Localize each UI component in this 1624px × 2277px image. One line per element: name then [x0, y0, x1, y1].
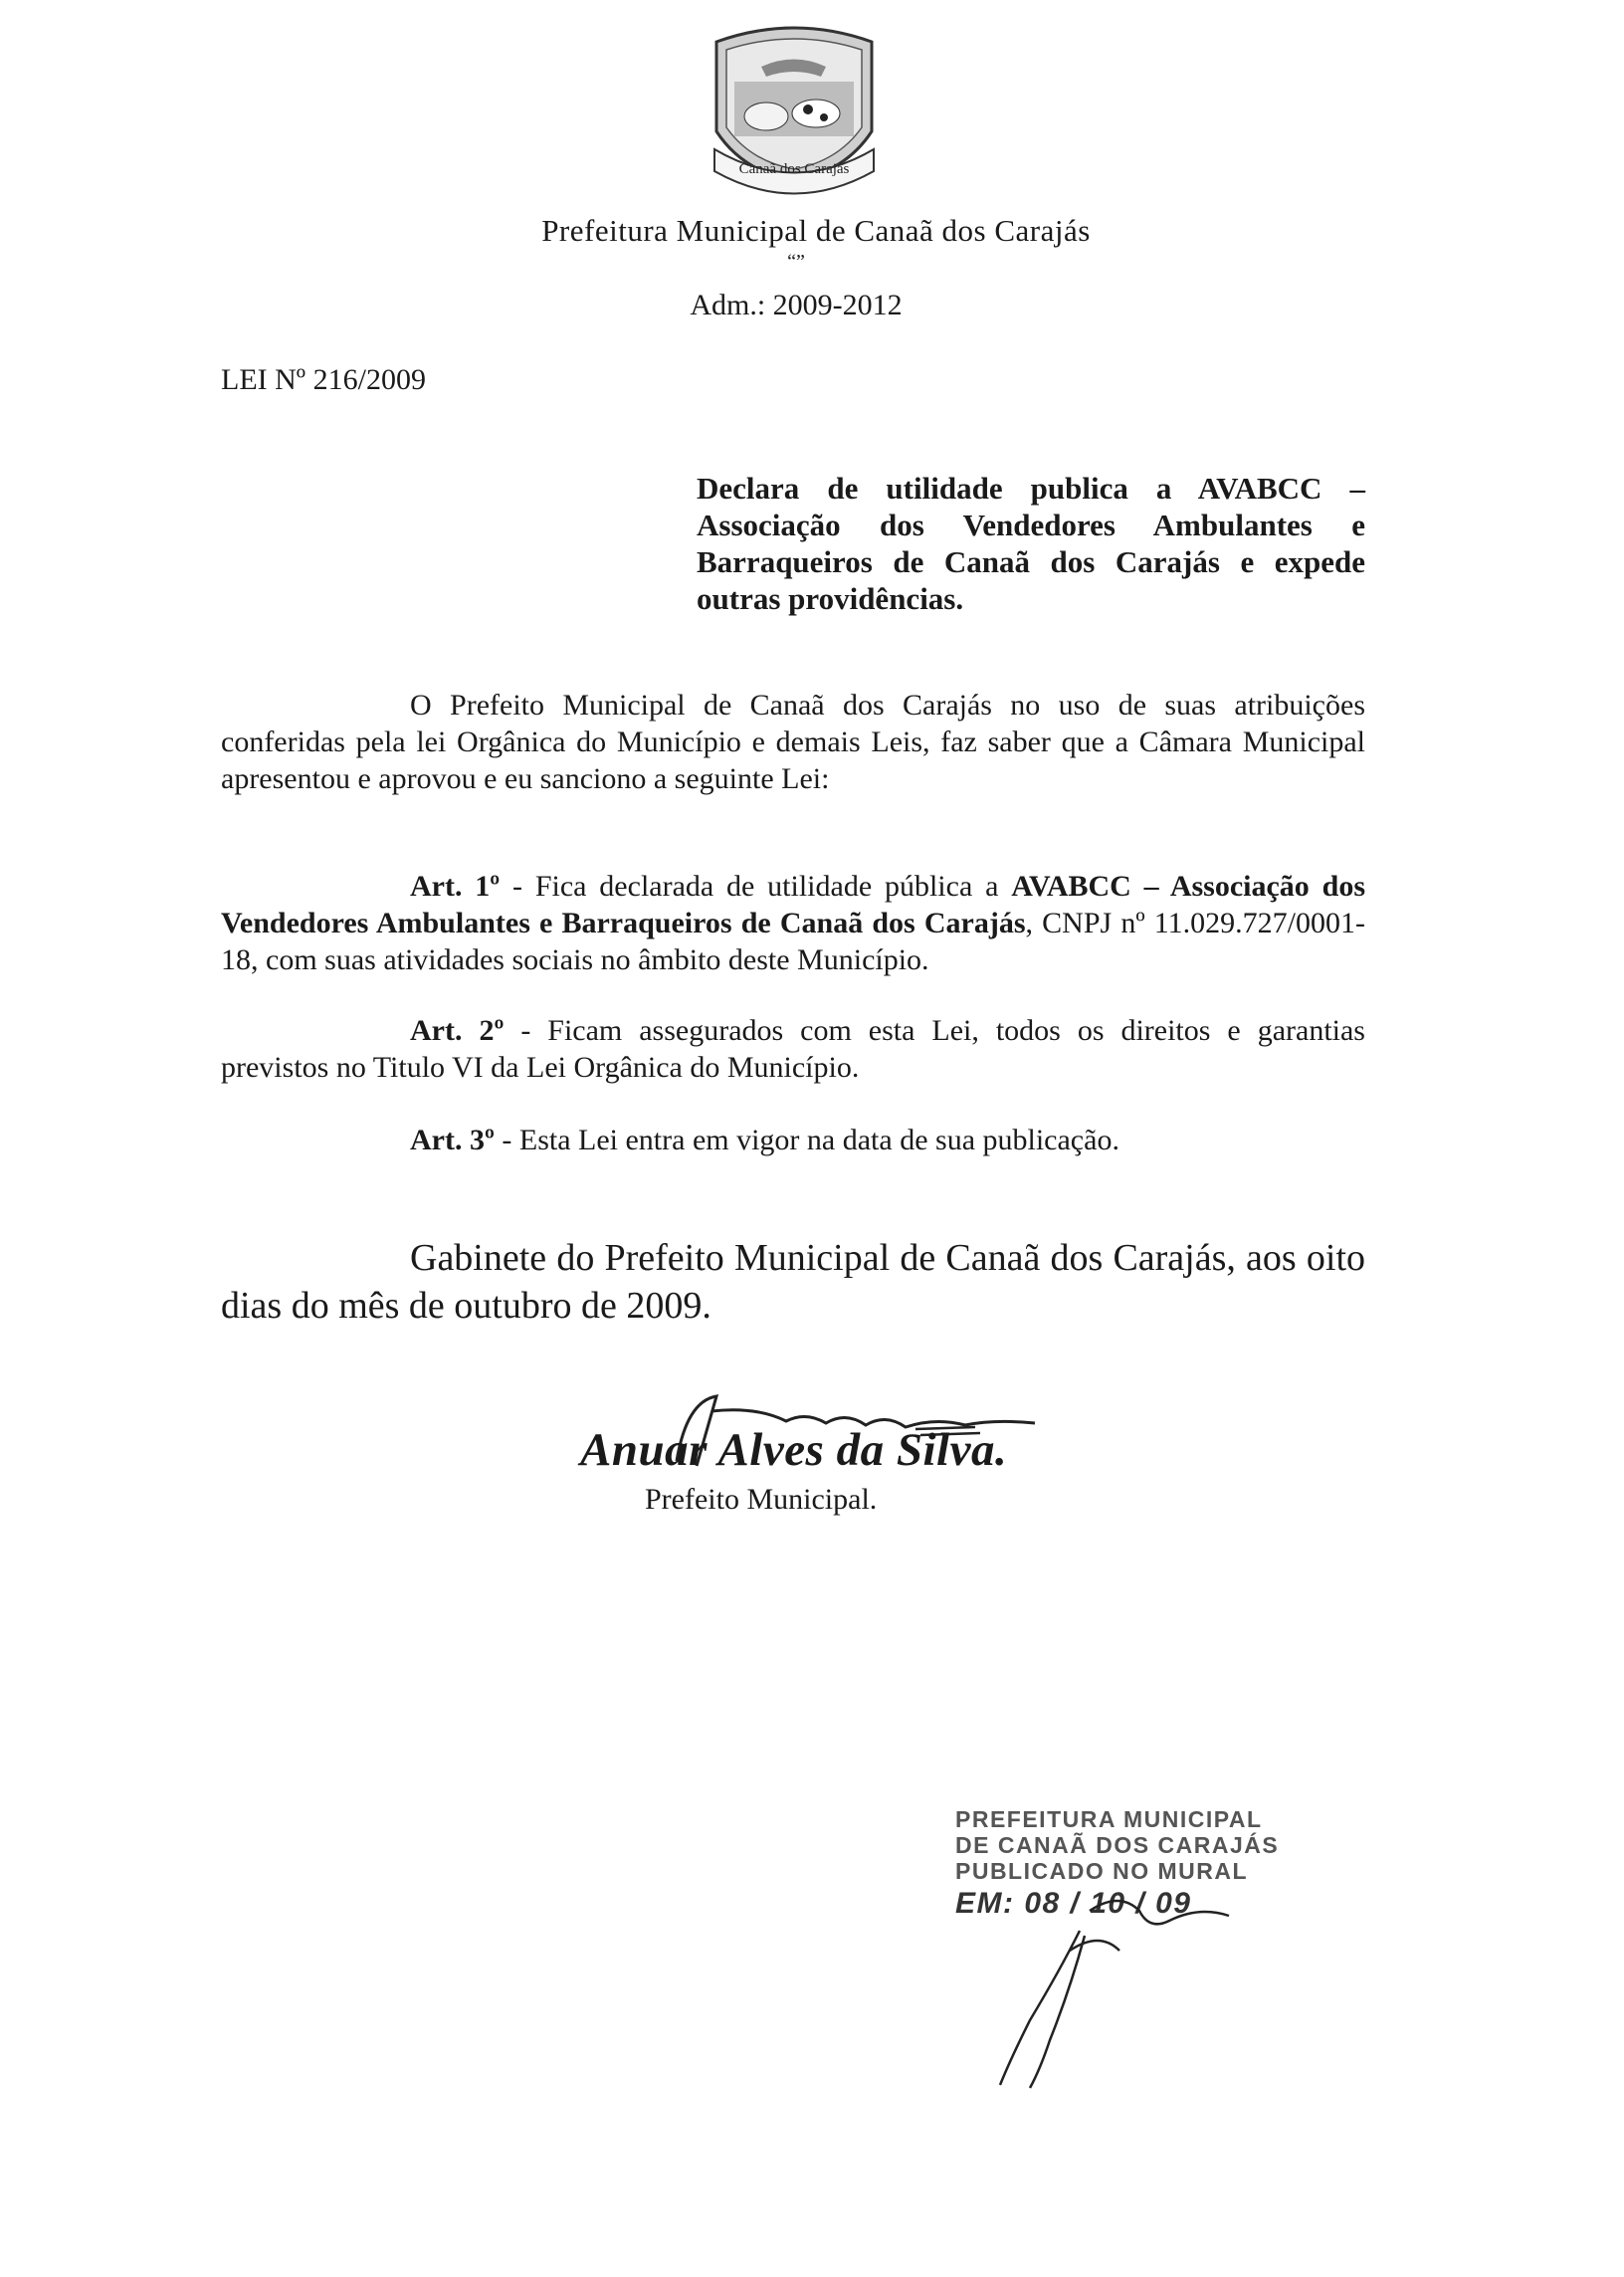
signer-title: Prefeito Municipal.: [645, 1483, 878, 1516]
crest-motto: Canaã dos Carajás: [738, 161, 850, 177]
article-2-label: Art. 2º: [410, 1014, 505, 1047]
law-summary: Declara de utilidade publica a AVABCC – Associação dos Vendedores Ambulantes e Barraqueiros de Canaã dos Carajás e expede outras providências.: [697, 471, 1365, 616]
stamp-signature-scribble: [970, 1891, 1269, 2090]
signer-name: Anuar Alves da Silva.: [580, 1424, 1008, 1476]
preamble: O Prefeito Municipal de Canaã dos Carajás no uso de suas atribuições conferidas pela lei Orgânica do Município e demais Leis, faz saber que a Câmara Municipal apresentou e aprovou e eu sanciono a seguinte Lei:: [221, 689, 1365, 795]
article-3-label: Art. 3º: [410, 1124, 495, 1156]
stamp-line-2: DE CANAÃ DOS CARAJÁS: [955, 1832, 1280, 1858]
article-1-text-after: , CNPJ nº 11.029.727/0001-18, com suas atividades sociais no âmbito deste Município.: [221, 907, 1365, 976]
header-administration: Adm.: 2009-2012: [690, 289, 903, 321]
article-1-text-before: - Fica declarada de utilidade pública a: [500, 870, 1012, 903]
stamp-line-3: PUBLICADO NO MURAL: [955, 1858, 1249, 1884]
article-1-entity: AVABCC – Associação dos Vendedores Ambulantes e Barraqueiros de Canaã dos Carajás: [221, 870, 1365, 939]
article-1-label: Art. 1º: [410, 870, 501, 903]
law-number: LEI Nº 216/2009: [221, 363, 426, 396]
stamp-line-1: PREFEITURA MUNICIPAL: [955, 1806, 1263, 1832]
header-title: Prefeitura Municipal de Canaã dos Carajás: [541, 213, 1091, 248]
article-1: [221, 868, 1365, 978]
article-2-text: - Ficam assegurados com esta Lei, todos os direitos e garantias previstos no Titulo VI da Lei Orgânica do Município.: [221, 1014, 1365, 1084]
closing-statement: Gabinete do Prefeito Municipal de Canaã dos Carajás, aos oito dias do mês de outubro de 2009.: [221, 1237, 1365, 1327]
municipal-crest-logo: [697, 22, 892, 203]
article-2: [221, 1012, 1365, 1086]
header-quote-marks: “”: [787, 251, 805, 273]
article-3: [221, 1122, 1365, 1158]
stamp-line-4: EM: 08 / 10 / 09: [955, 1887, 1192, 1920]
article-3-text: - Esta Lei entra em vigor na data de sua publicação.: [494, 1124, 1119, 1156]
